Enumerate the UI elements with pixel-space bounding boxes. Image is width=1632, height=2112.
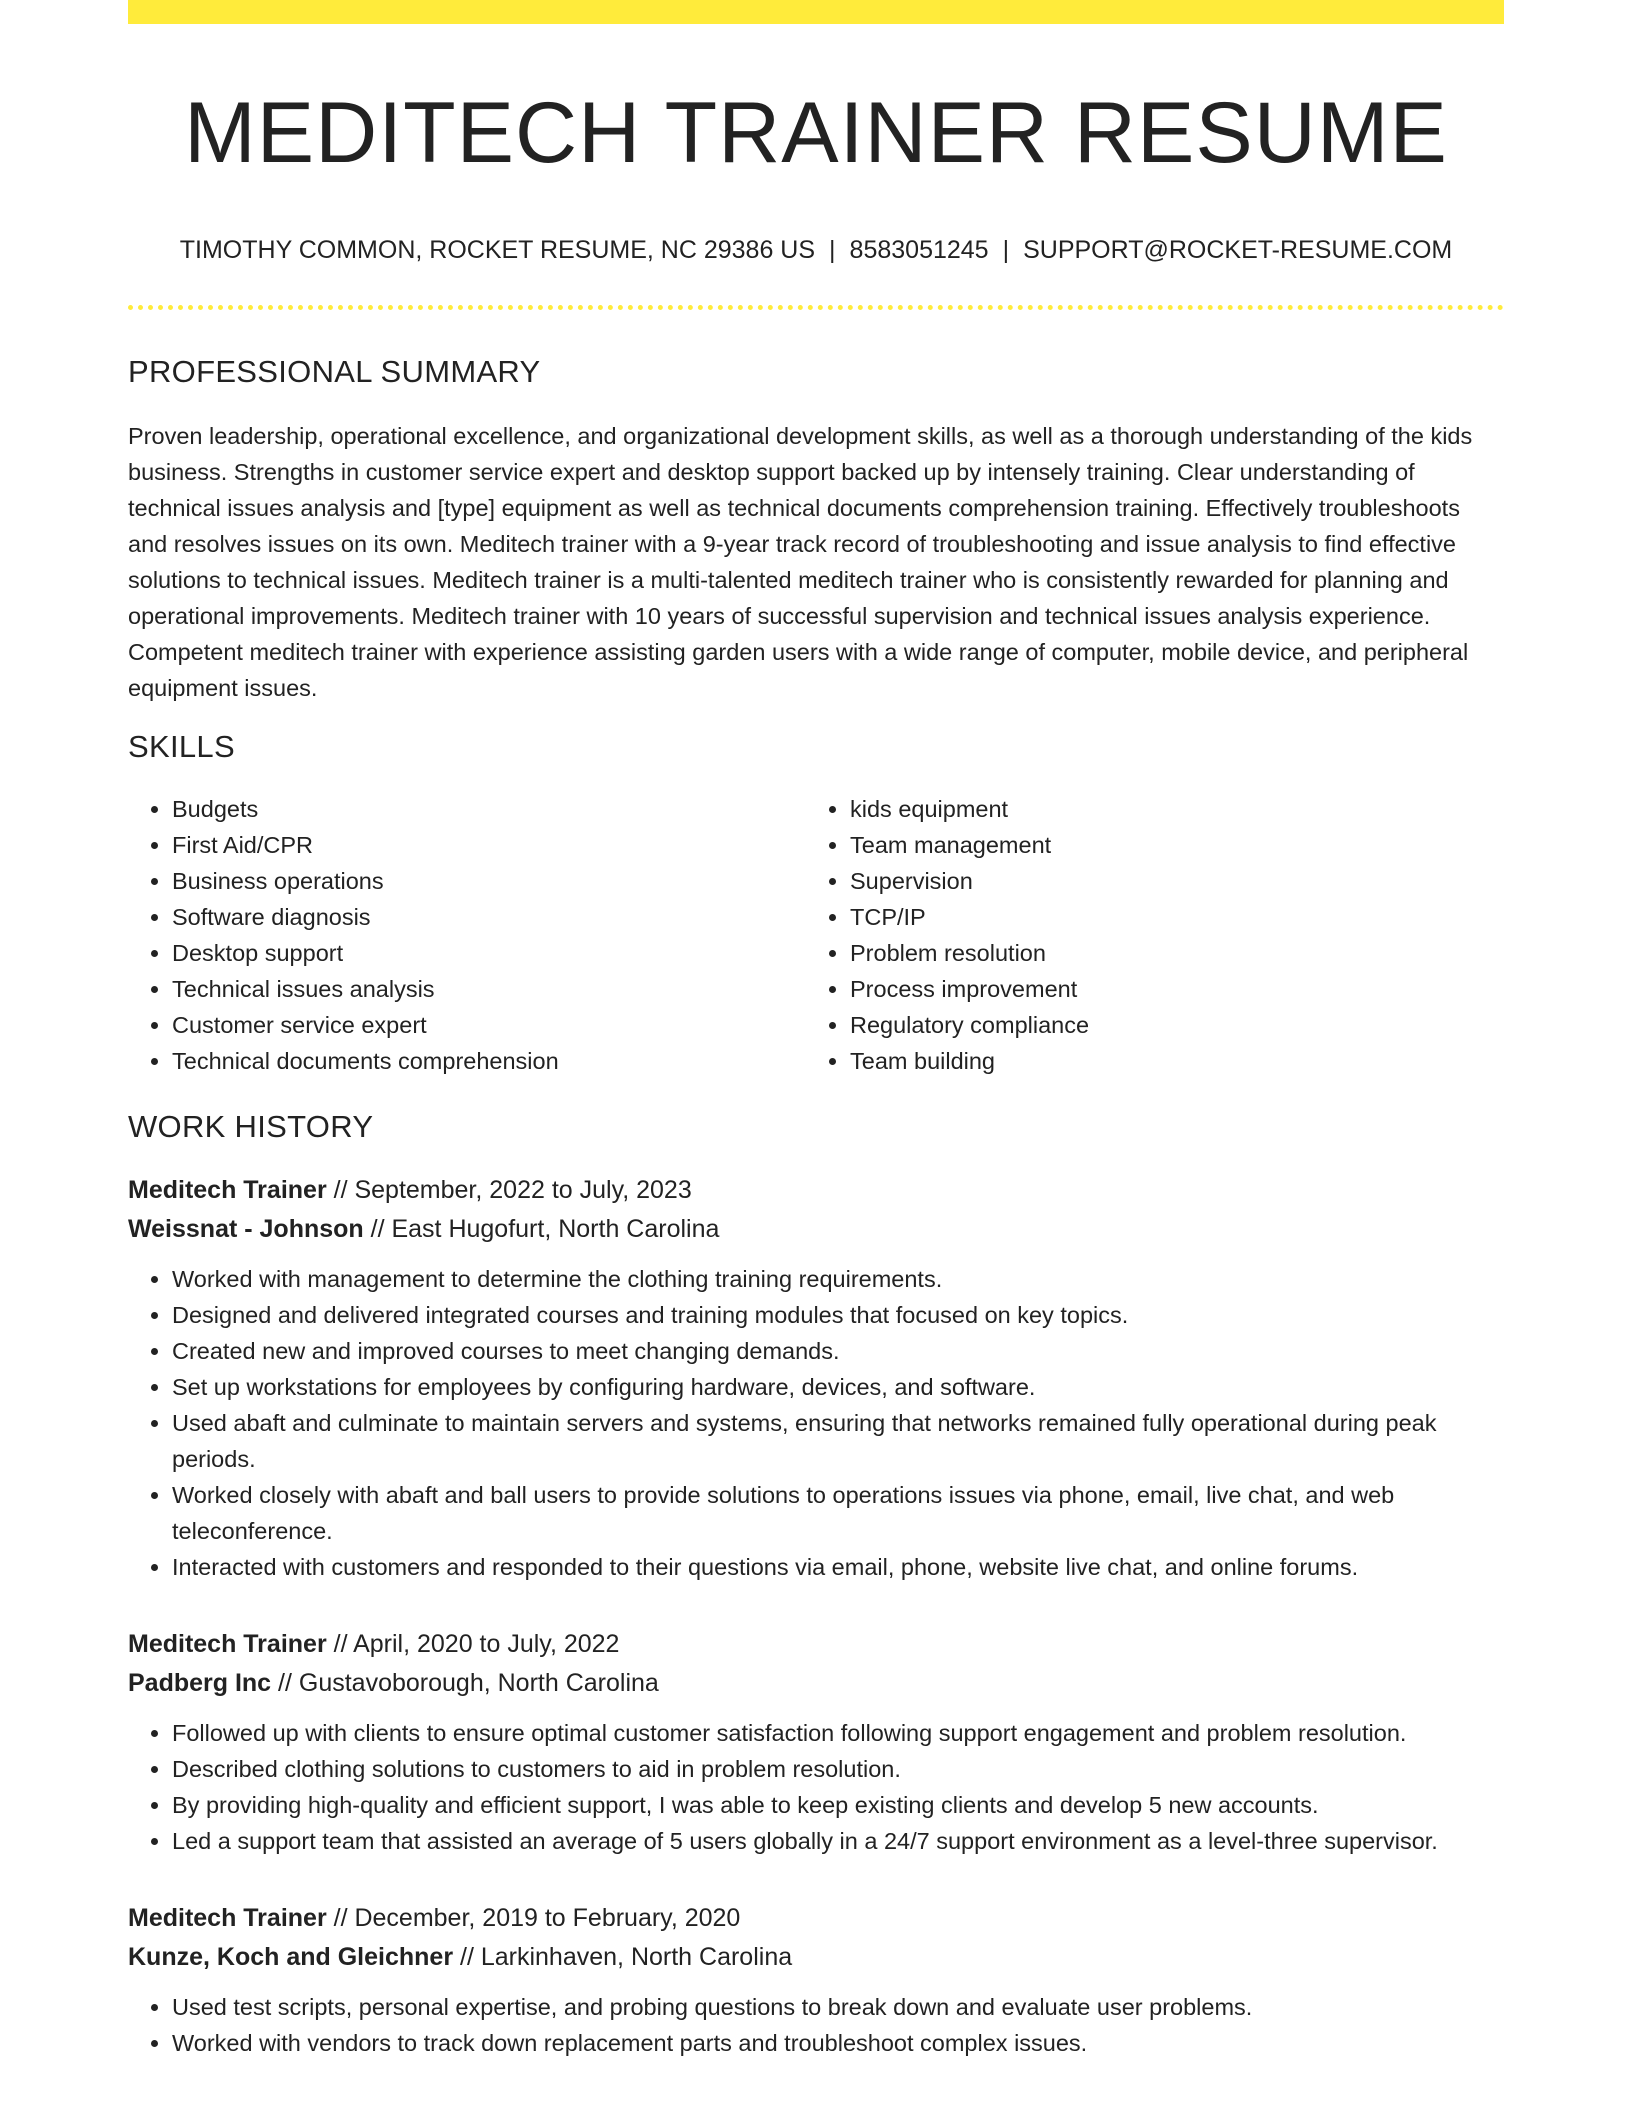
job-location: // East Hugofurt, North Carolina <box>363 1215 720 1244</box>
job-entry <box>128 1625 1504 1859</box>
duty-item: • Interacted with customers and responded to their questions via email, phone, website live chat, and online forums. <box>172 1549 1504 1585</box>
job-title: Meditech Trainer <box>128 1630 327 1659</box>
contact-separator: | <box>829 235 836 264</box>
job-location: // Larkinhaven, North Carolina <box>453 1943 793 1972</box>
skill-item: • Team management <box>850 827 1484 863</box>
duty-item: • Described clothing solutions to customers to aid in problem resolution. <box>172 1751 1504 1787</box>
job-dates: // December, 2019 to February, 2020 <box>326 1904 741 1933</box>
resume-title: MEDITECH TRAINER RESUME <box>184 85 1448 181</box>
contact-separator: | <box>1002 235 1010 264</box>
skill-item: • Software diagnosis <box>172 899 806 935</box>
job-title-line <box>128 1171 1504 1210</box>
contact-address: TIMOTHY COMMON, ROCKET RESUME, NC 29386 US <box>179 235 816 264</box>
job-duties <box>128 1989 1504 2061</box>
skill-item: • Process improvement <box>850 971 1484 1007</box>
job-company: Weissnat - Johnson <box>128 1215 364 1244</box>
skill-item: • Supervision <box>850 863 1484 899</box>
skill-item: • Budgets <box>172 791 806 827</box>
contact-phone: 8583051245 <box>849 235 989 264</box>
job-duties <box>128 1715 1504 1859</box>
skills-column-right <box>806 791 1484 1079</box>
skill-item: • kids equipment <box>850 791 1484 827</box>
skill-item: • TCP/IP <box>850 899 1484 935</box>
skills-list <box>128 791 1504 1079</box>
job-company: Kunze, Koch and Gleichner <box>128 1943 454 1972</box>
duty-item: • Followed up with clients to ensure optimal customer satisfaction following support engagement and problem resolution. <box>172 1715 1504 1751</box>
skill-item: • First Aid/CPR <box>172 827 806 863</box>
skill-item: • Desktop support <box>172 935 806 971</box>
duty-item: • Worked with management to determine the clothing training requirements. <box>172 1261 1504 1297</box>
skill-item: • Business operations <box>172 863 806 899</box>
skill-item: • Team building <box>850 1043 1484 1079</box>
duty-item: • Created new and improved courses to meet changing demands. <box>172 1333 1504 1369</box>
summary-heading: PROFESSIONAL SUMMARY <box>128 353 541 389</box>
duty-item: • Led a support team that assisted an average of 5 users globally in a 24/7 support environment as a level-three supervisor. <box>172 1823 1504 1859</box>
duty-item: • By providing high-quality and efficient support, I was able to keep existing clients and develop 5 new accounts. <box>172 1787 1504 1823</box>
job-entry <box>128 1171 1504 1585</box>
skill-item: • Customer service expert <box>172 1007 806 1043</box>
resume-page <box>128 0 1504 2061</box>
job-title: Meditech Trainer <box>128 1176 327 1205</box>
work-history-heading: WORK HISTORY <box>128 1109 374 1145</box>
contact-email: SUPPORT@ROCKET-RESUME.COM <box>1023 235 1453 264</box>
job-title-line <box>128 1625 1504 1664</box>
job-location: // Gustavoborough, North Carolina <box>271 1669 659 1698</box>
job-dates: // April, 2020 to July, 2022 <box>326 1630 620 1659</box>
duty-item: • Worked with vendors to track down replacement parts and troubleshoot complex issues. <box>172 2025 1504 2061</box>
job-title: Meditech Trainer <box>128 1904 327 1933</box>
job-company: Padberg Inc <box>128 1669 272 1698</box>
duty-item: • Set up workstations for employees by configuring hardware, devices, and software. <box>172 1369 1504 1405</box>
job-dates: // September, 2022 to July, 2023 <box>326 1176 692 1205</box>
skill-item: • Problem resolution <box>850 935 1484 971</box>
duty-item: • Worked closely with abaft and ball users to provide solutions to operations issues via phone, email, live chat, and web teleconference. <box>172 1477 1504 1549</box>
duty-item: • Used abaft and culminate to maintain servers and systems, ensuring that networks remained fully operational during peak periods. <box>172 1405 1504 1477</box>
job-company-line <box>128 1938 1504 1977</box>
skill-item: • Regulatory compliance <box>850 1007 1484 1043</box>
accent-bar <box>128 0 1504 24</box>
contact-line <box>128 235 1504 265</box>
duty-item: • Used test scripts, personal expertise, and probing questions to break down and evaluate user problems. <box>172 1989 1504 2025</box>
duty-item: • Designed and delivered integrated courses and training modules that focused on key topics. <box>172 1297 1504 1333</box>
job-company-line <box>128 1210 1504 1249</box>
job-title-line <box>128 1899 1504 1938</box>
job-company-line <box>128 1664 1504 1703</box>
skills-column-left <box>128 791 806 1079</box>
skill-item: • Technical issues analysis <box>172 971 806 1007</box>
dotted-divider <box>128 305 1504 310</box>
summary-text: Proven leadership, operational excellence, and organizational development skills, as well as a thorough understanding of the kids business. Strengths in customer service expert and desktop support backed up by intensely training. Clear understanding of technical issues analysis and [type] equipment as well as technical documents comprehension training. Effectively troubleshoots and resolves issues on its own. Meditech trainer with a 9-year track record of troubleshooting and issue analysis to find effective solutions to technical issues. Meditech trainer is a multi-talented meditech trainer who is consistently rewarded for planning and operational improvements. Meditech trainer with 10 years of successful supervision and technical issues analysis experience. Competent meditech trainer with experience assisting garden users with a wide range of computer, mobile device, and peripheral equipment issues. <box>128 422 1473 701</box>
job-duties <box>128 1261 1504 1585</box>
skills-heading: SKILLS <box>128 729 235 765</box>
skill-item: • Technical documents comprehension <box>172 1043 806 1079</box>
job-entry <box>128 1899 1504 2061</box>
